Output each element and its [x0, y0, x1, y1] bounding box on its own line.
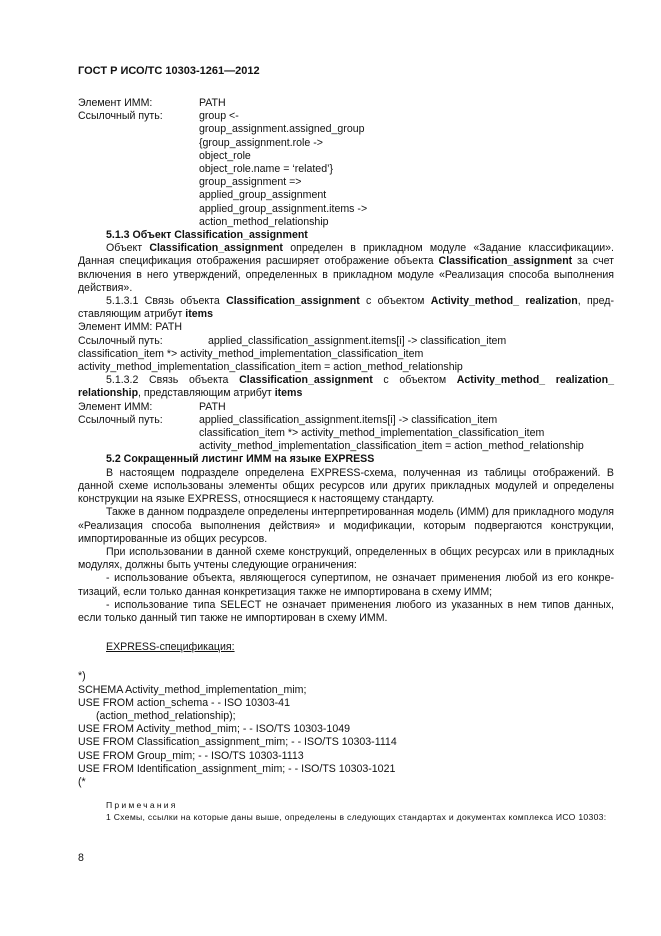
code-line: (* [78, 775, 86, 788]
page-number: 8 [78, 852, 84, 864]
path-line: applied_classification_assignment.items[i] -> classification_item [208, 334, 507, 347]
paragraph: При использовании в данной схеме конструкций, определенных в общих ресурсах или в прикладных модулях, должны быть учтены следующие ограничения: [78, 545, 614, 572]
path-line: applied_group_assignment [199, 189, 327, 202]
reference-path-label: Ссылочный путь: [78, 413, 163, 426]
code-line: USE FROM Group_mim; - - ISO/TS 10303-1113 [78, 749, 304, 762]
code-line: USE FROM Classification_assignment_mim; - - ISO/TS 10303-1114 [78, 736, 397, 749]
reference-path-label: Ссылочный путь: [78, 110, 163, 123]
mim-element-value: PATH [199, 400, 226, 413]
express-code-block [78, 670, 614, 789]
paragraph: Также в данном подразделе определены интерпретированная модель (ИММ) для прикладного модуля «Реализация способа выполнения действия» и модификации, которым подвергаются конструкции, импортированные из общих ресурсов. [78, 506, 614, 545]
code-line: *) [78, 670, 86, 683]
reference-path-label: Ссылочный путь: [78, 334, 163, 347]
path-line: group_assignment => [199, 176, 302, 189]
path-line: group <- [199, 110, 239, 123]
reference-path-row [78, 414, 614, 427]
path-line: object_role [199, 149, 251, 162]
section-heading-5-2: 5.2 Сокращенный листинг ИММ на языке EXPRESS [106, 453, 375, 466]
path-line: action_method_relationship [199, 215, 329, 228]
path-line: activity_method_implementation_classification_item = action_method_relationship [199, 440, 584, 453]
mim-element-row [78, 97, 614, 110]
paragraph: В настоящем подразделе определена EXPRESS-схема, полученная из таблицы отображений. В данной схеме использованы элементы общих ресурсов или других прикладных модулей и определены конструкции на языке EXPRESS, относящиеся к настоящему стандарту. [78, 466, 614, 506]
paragraph: Объект Classification_assignment определен в прикладном модуле «Задание классификации». Данная спецификация отображения расширяет отображение объекта Classification_assignment за счет включения в него утверждений, определенных в прикладном модуле «Реализация способа выполнения действия». [78, 242, 614, 294]
mim-element-row [78, 401, 614, 414]
path-line: group_assignment.assigned_group [199, 123, 365, 136]
mim-element-label: Элемент ИММ: [78, 97, 153, 109]
mim-element-value: PATH [199, 97, 226, 109]
notes-title: Примечания [106, 800, 178, 811]
mim-element-row: Элемент ИММ: PATH [78, 321, 182, 334]
path-line: object_role.name = ‘related’} [199, 163, 333, 176]
code-line: SCHEMA Activity_method_implementation_mim; [78, 683, 307, 696]
path-line: applied_classification_assignment.items[i] -> classification_item [199, 413, 498, 426]
reference-path-row [78, 335, 614, 348]
section-heading-5-1-3: 5.1.3 Объект Classification_assignment [106, 229, 308, 242]
path-line: classification_item *> activity_method_implementation_classification_item [78, 347, 424, 360]
express-specification-label: EXPRESS-спецификация: [106, 641, 235, 654]
code-line: USE FROM Identification_assignment_mim; - - ISO/TS 10303-1021 [78, 762, 396, 775]
list-item: - использование объекта, являющегося супертипом, не означает применения любой из его конкретизаций, если только данная конкретизация также не импортирована в схему ИММ; [78, 572, 614, 598]
section-heading-5-1-3-1: 5.1.3.1 Связь объекта Classification_assignment с объектом Activity_method_ realization, представляющим атрибут items [78, 295, 614, 321]
note-1: 1 Схемы, ссылки на которые даны выше, определены в следующих стандартах и документах комплекса ИСО 10303: [106, 812, 607, 823]
reference-path-row [78, 110, 614, 123]
code-line: USE FROM Activity_method_mim; - - ISO/TS 10303-1049 [78, 723, 350, 736]
section-heading-5-1-3-2: 5.1.3.2 Связь объекта Classification_assignment с объектом Activity_method_ realization_ relationship, представляющим атрибут items [78, 374, 614, 400]
document-body [78, 97, 614, 823]
code-line: (action_method_relationship); [96, 709, 236, 722]
path-line: classification_item *> activity_method_implementation_classification_item [199, 427, 545, 440]
path-line: activity_method_implementation_classification_item = action_method_relationship [78, 361, 463, 374]
path-line: {group_assignment.role -> [199, 136, 323, 149]
path-line: applied_group_assignment.items -> [199, 202, 368, 215]
code-line: USE FROM action_schema - - ISO 10303-41 [78, 696, 290, 709]
mim-element-label: Элемент ИММ: [78, 400, 153, 413]
document-header: ГОСТ Р ИСО/ТС 10303-1261—2012 [78, 65, 260, 77]
list-item: - использование типа SELECT не означает применения любого из указанных в нем типов данных, если только данный тип также не импортирован в схему ИММ. [78, 598, 614, 624]
